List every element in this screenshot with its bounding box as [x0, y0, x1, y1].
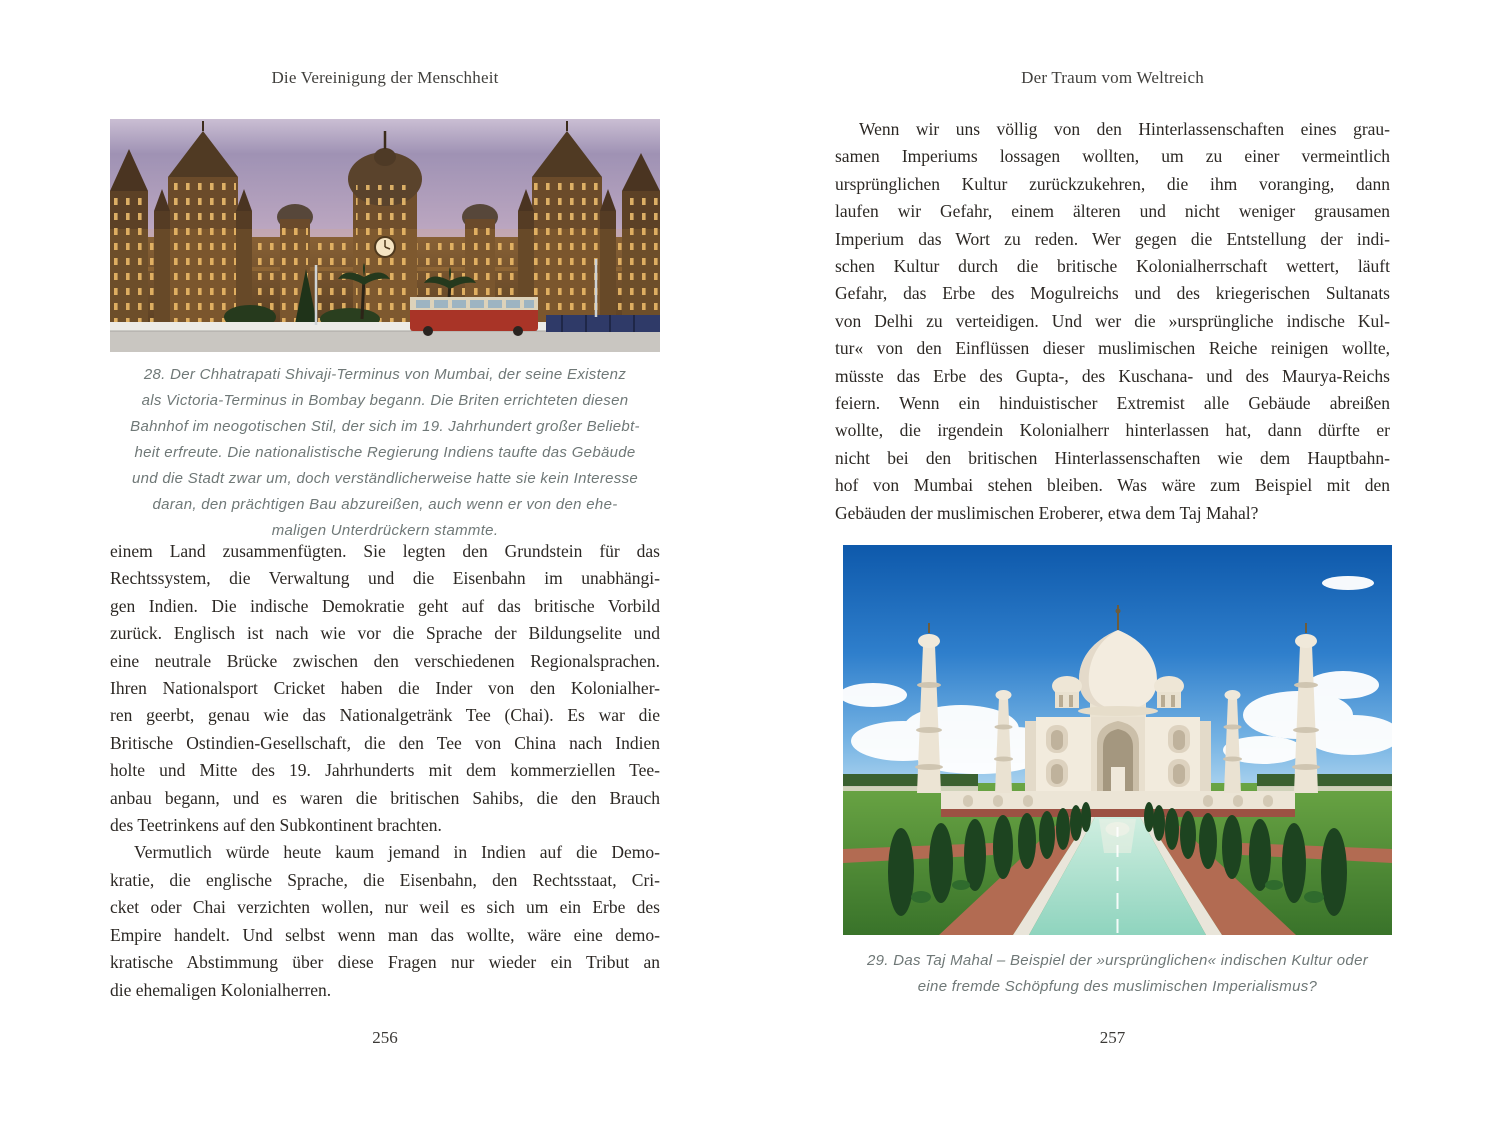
body-line: cket oder Chai verzichten wollen, nur weil es sich um ein Erbe des — [110, 897, 660, 918]
body-line: ursprünglichen Kultur zurückzukehren, die ihm voranging, dann — [835, 173, 1390, 194]
station-photo-illustration — [110, 119, 660, 352]
body-line: holte und Mitte des 19. Jahrhunderts mit dem kommerziellen Tee- — [110, 760, 660, 781]
caption-line: maligen Unterdrückern stammte. — [271, 522, 499, 539]
body-line: Imperium das Wort zu reden. Wer gegen die Entstellung der indi- — [835, 228, 1390, 249]
caption-line: heit erfreute. Die nationalistische Regierung Indiens taufte das Gebäude — [134, 444, 636, 461]
left-body-text — [110, 538, 660, 1004]
body-line: kratische Abstimmung über diese Fragen nur wieder ein Tribut an — [110, 952, 660, 973]
body-line: die ehemaligen Kolonialherren. — [110, 979, 332, 1000]
caption-line: 29. Das Taj Mahal – Beispiel der »ursprünglichen« indischen Kultur oder — [866, 952, 1369, 969]
body-line: Ihren Nationalsport Cricket haben die Inder von den Kolonialher- — [110, 678, 660, 699]
body-line: müsste das Erbe des Gupta-, des Kuschana- und des Maurya-Reichs — [835, 365, 1390, 386]
caption-line: 28. Der Chhatrapati Shivaji-Terminus von Mumbai, der seine Existenz — [143, 366, 627, 383]
paragraph — [110, 839, 660, 1003]
body-line: Britische Ostindien-Gesellschaft, die den Tee von China nach Indien — [110, 732, 660, 753]
caption-line: eine fremde Schöpfung des muslimischen Imperialismus? — [917, 978, 1318, 995]
body-line: des Teetrinkens auf den Subkontinent brachten. — [110, 815, 442, 836]
body-line: eine neutrale Brücke zwischen den verschiedenen Regionalsprachen. — [110, 650, 660, 671]
taj-mahal-illustration — [843, 545, 1392, 935]
body-line: von Delhi zu verteidigen. Und wer die »ursprüngliche indische Kul- — [835, 310, 1390, 331]
body-line: Rechtssystem, die Verwaltung und die Eisenbahn im unabhängi- — [110, 568, 660, 589]
body-line: zurück. Englisch ist nach wie vor die Sprache der Bildungselite und — [110, 623, 660, 644]
running-header-left: Die Vereinigung der Menschheit — [271, 68, 499, 87]
body-line: Vermutlich würde heute kaum jemand in Indien auf die Demo- — [134, 842, 660, 863]
body-line: schen Kultur durch die britische Kolonialherrschaft wettert, läuft — [835, 256, 1390, 277]
body-line: gen Indien. Die indische Demokratie geht auf das britische Vorbild — [110, 595, 660, 616]
body-line: laufen wir Gefahr, einem älteren und nicht weniger grausamen — [835, 201, 1390, 222]
caption-line: als Victoria-Terminus in Bombay begann. Die Briten errichteten diesen — [141, 392, 629, 409]
body-line: kratie, die englische Sprache, die Eisenbahn, den Rechtsstaat, Cri- — [110, 869, 660, 890]
body-line: tur« von den Einflüssen dieser muslimischen Reiche reinigen wollte, — [835, 338, 1390, 359]
body-line: Gefahr, das Erbe des Mogulreichs und des kriegerischen Sultanats — [835, 283, 1390, 304]
body-line: anbau begann, und es waren die britischen Sahibs, die den Brauch — [110, 787, 660, 808]
body-line: Wenn wir uns völlig von den Hinterlassenschaften eines grau- — [859, 119, 1390, 139]
page-number-left: 256 — [372, 1028, 398, 1047]
paragraph — [835, 116, 1390, 527]
caption-line: und die Stadt zwar um, doch verständlicherweise hatte sie kein Interesse — [131, 470, 639, 487]
body-line: nicht bei den britischen Hinterlassenschaften wie dem Hauptbahn- — [835, 447, 1390, 468]
right-page — [750, 0, 1500, 1135]
station-photo — [110, 119, 660, 352]
body-line: feiern. Wenn ein hinduistischer Extremist alle Gebäude abreißen — [835, 393, 1390, 414]
right-body-text — [835, 116, 1390, 527]
page-number-right: 257 — [1099, 1028, 1126, 1047]
paragraph — [110, 538, 660, 839]
caption-line: Bahnhof im neogotischen Stil, der sich im 19. Jahrhundert großer Beliebt- — [130, 418, 640, 435]
body-line: Gebäuden der muslimischen Eroberer, etwa dem Taj Mahal? — [835, 502, 1259, 523]
body-line: einem Land zusammenfügten. Sie legten den Grundstein für das — [110, 541, 660, 561]
body-line: wollte, die irgendein Kolonialherr hinterlassen hat, dann dürfte er — [835, 420, 1390, 441]
body-line: hof von Mumbai stehen bleiben. Was wäre zum Beispiel mit den — [835, 475, 1390, 496]
caption-line: daran, den prächtigen Bau abzureißen, auch wenn er von den ehe- — [152, 496, 618, 513]
body-line: ren geerbt, genau wie das Nationalgetränk Tee (Chai). Es war die — [110, 705, 660, 726]
taj-caption — [830, 948, 1405, 1000]
body-line: samen Imperiums lossagen wollten, um zu einer vermeintlich — [835, 146, 1390, 167]
taj-mahal-photo — [843, 545, 1392, 935]
running-header-right: Der Traum vom Weltreich — [1021, 68, 1204, 87]
body-line: Empire handelt. Und selbst wenn man das wollte, wäre eine demo- — [110, 924, 660, 945]
station-caption — [100, 362, 670, 544]
